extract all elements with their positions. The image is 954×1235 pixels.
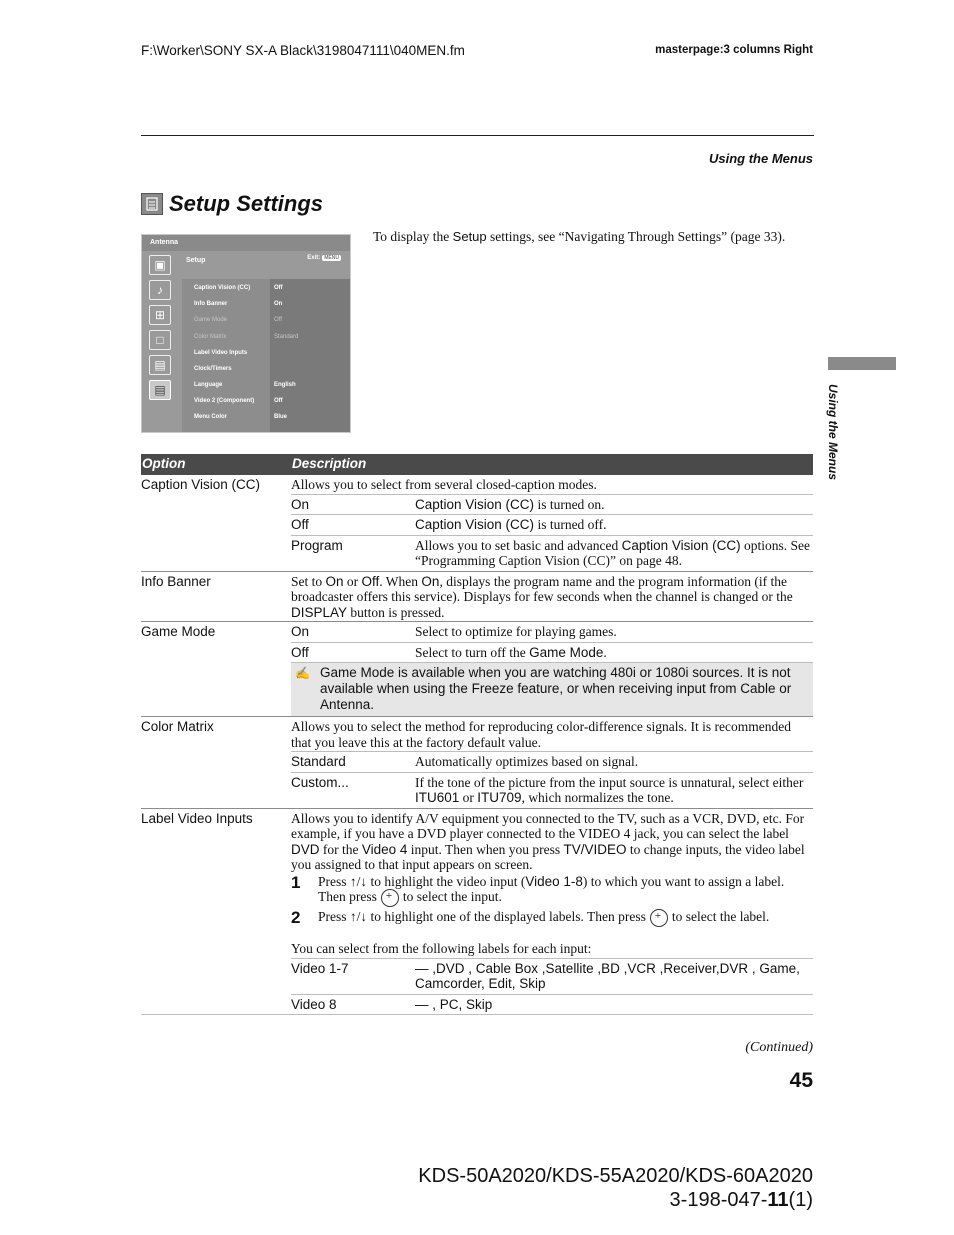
note-text: Game Mode is available when you are watching 480i or 1080i sources. It is not available when using the Freeze feature, or when receiving input from Cable or Antenna. — [320, 665, 792, 712]
menu-item-label: Menu Color — [194, 414, 227, 420]
menu-input-label: Antenna — [142, 235, 350, 251]
sub-option-row: Off Select to turn off the Game Mode. — [291, 642, 813, 663]
label-options-intro: You can select from the following labels for each input: — [291, 941, 592, 956]
screen-icon: ⊞ — [149, 305, 171, 325]
header-file-path: F:\Worker\SONY SX-A Black\3198047111\040MEN.fm — [141, 43, 465, 58]
menu-setup-label: Setup — [186, 257, 206, 264]
picture-icon: ▣ — [149, 255, 171, 275]
menu-item-label: Video 2 (Component) — [194, 398, 255, 404]
header-masterpage: masterpage:3 columns Right — [655, 44, 813, 56]
menu-item-label: Label Video Inputs — [194, 350, 248, 356]
page-title-block — [141, 191, 323, 217]
step-2: 2 Press ↑/↓ to highlight one of the displayed labels. Then press+ to select the label. — [291, 909, 813, 927]
note-pencil-icon: ✍ — [295, 666, 310, 680]
side-tab-label: Using the Menus — [826, 384, 840, 481]
menu-item-label: Info Banner — [194, 301, 228, 307]
menu-item-label: Clock/Timers — [194, 366, 232, 372]
menu-settings-list — [182, 279, 350, 432]
settings-table — [141, 454, 813, 1015]
sub-option-row: Standard Automatically optimizes based on signal. — [291, 751, 813, 772]
note-box — [291, 662, 813, 716]
menu-item-label: Color Matrix — [194, 334, 227, 340]
menu-item-value: Standard — [274, 334, 299, 340]
sub-option-row: On Caption Vision (CC) is turned on. — [291, 494, 813, 515]
option-name: Caption Vision (CC) — [141, 477, 261, 492]
option-description: Allows you to identify A/V equipment you connected to the TV, such as a VCR, DVD, etc. For example, if you have a DVD player connected to the VIDEO 4 jack, you can select the label DVD for the Video 4 input. Then when you press TV/VIDEO to change inputs, the video label you assigned to that input appears on screen. — [291, 810, 805, 872]
table-row-color-matrix — [141, 716, 813, 808]
page-number: 45 — [789, 1069, 813, 1092]
menu-item-value: Off — [274, 317, 282, 323]
parental-lock-icon: ▤ — [149, 355, 171, 375]
sub-option-row: Video 8 — , PC, Skip — [291, 994, 813, 1015]
menu-item-label: Caption Vision (CC) — [194, 285, 251, 291]
sub-option-row: Custom... If the tone of the picture from the input source is unnatural, select either ITU601 or ITU709, which normalizes the tone. — [291, 772, 813, 808]
option-name: Game Mode — [141, 624, 216, 639]
table-row-game-mode — [141, 621, 813, 716]
page-title: Setup Settings — [169, 191, 324, 216]
sub-option-row: On Select to optimize for playing games. — [291, 624, 617, 639]
table-row-info-banner — [141, 571, 813, 622]
sub-option-row: Off Caption Vision (CC) is turned off. — [291, 514, 813, 535]
menu-item-value: On — [274, 301, 283, 307]
channel-icon: □ — [149, 330, 171, 350]
option-name: Label Video Inputs — [141, 810, 253, 826]
side-thumb-tab — [828, 357, 896, 370]
col-description-header: Description — [292, 456, 367, 471]
option-name: Color Matrix — [141, 719, 214, 734]
sub-option-row: Video 1-7 — ,DVD , Cable Box ,Satellite ,BD ,VCR ,Receiver,DVR , Game, Camcorder, Edit, Skip — [291, 958, 813, 994]
model-number: KDS-50A2020/KDS-55A2020/KDS-60A2020 3-198-047-11(1) — [418, 1165, 813, 1211]
continued-label: (Continued) — [745, 1040, 813, 1055]
sound-icon: ♪ — [149, 280, 171, 300]
menu-exit-label: Exit: MENU — [307, 255, 339, 261]
menu-item-value: Off — [274, 398, 283, 404]
col-option-header: Option — [142, 456, 186, 471]
setup-icon-active: ▤ — [149, 380, 171, 400]
option-description: Set to On or Off. When On, displays the program name and the program information (if the broadcaster offers this service). Displays for few seconds when the channel is changed or the DISPLAY button is pressed. — [291, 573, 793, 620]
menu-item-label: Language — [194, 382, 223, 388]
menu-item-value: Blue — [274, 414, 288, 420]
menu-item-value: English — [274, 382, 296, 388]
section-title: Using the Menus — [708, 151, 813, 166]
top-divider — [141, 135, 814, 136]
menu-item-value: Off — [274, 285, 283, 291]
table-row-label-video-inputs — [141, 808, 813, 1015]
sub-option-row: Program Allows you to set basic and advanced Caption Vision (CC) options. See “Programming Caption Vision (CC)” on page 48. — [291, 535, 813, 571]
option-description: Allows you to select the method for reproducing color-difference signals. It is recommended that you leave this at the factory default value. — [291, 719, 791, 750]
option-description: Allows you to select from several closed-caption modes. — [291, 477, 597, 492]
setup-menu-screenshot — [141, 234, 351, 433]
table-row-caption-vision — [141, 475, 813, 571]
option-name: Info Banner — [141, 573, 211, 589]
intro-text: To display the Setup settings, see “Navigating Through Settings” (page 33). — [373, 229, 786, 244]
enter-button-icon — [650, 909, 668, 927]
menu-item-label: Game Mode — [194, 317, 228, 323]
table-header — [141, 454, 813, 475]
setup-icon — [141, 193, 163, 215]
step-1: 1 Press ↑/↓ to highlight the video input (Video 1-8) to which you want to assign a label. Then press+ to select the input. — [291, 874, 813, 908]
enter-button-icon — [381, 889, 399, 907]
menu-icon-column — [145, 255, 179, 405]
